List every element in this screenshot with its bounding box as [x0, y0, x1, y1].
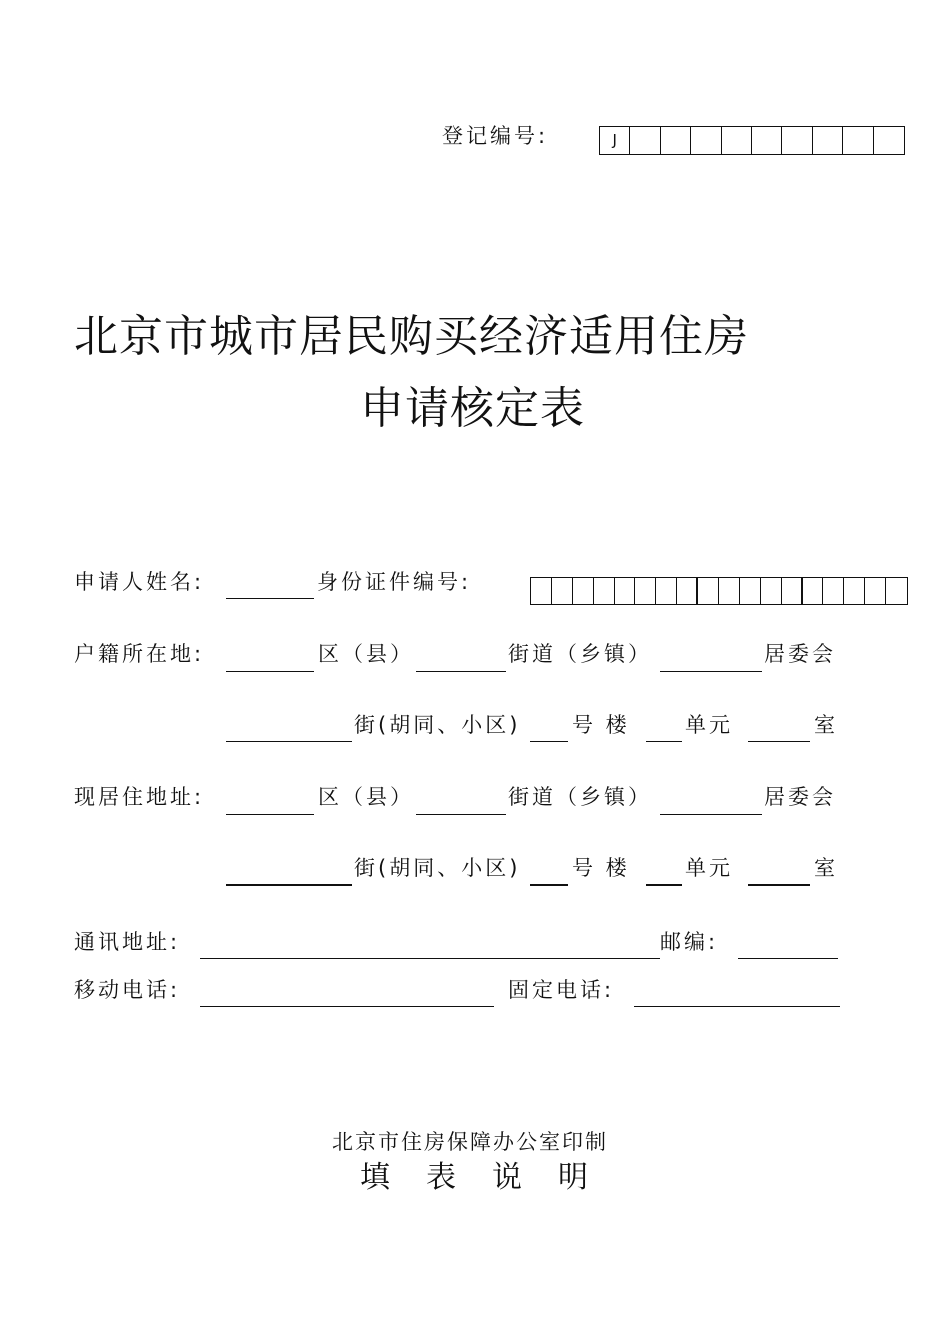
residence-number-field[interactable] [530, 884, 568, 886]
household-district-label: 区（县） [318, 642, 414, 666]
applicant-name-field[interactable] [226, 598, 314, 599]
household-number-label: 号 楼 [572, 713, 630, 737]
residence-committee-field[interactable] [660, 814, 762, 815]
registration-label: 登记编号: [442, 124, 549, 148]
id-number-label: 身份证件编号: [317, 570, 472, 594]
mobile-phone-label: 移动电话: [74, 978, 181, 1002]
residence-district-label: 区（县） [318, 785, 414, 809]
id-number-box[interactable] [865, 578, 886, 604]
residence-street-label: 街(胡同、小区) [354, 856, 521, 880]
id-number-box[interactable] [698, 578, 719, 604]
residence-unit-field[interactable] [646, 884, 682, 886]
household-street-office-label: 街道（乡镇） [508, 642, 652, 666]
residence-room-field[interactable] [748, 884, 810, 886]
household-number-field[interactable] [530, 741, 568, 742]
residence-street-office-field[interactable] [416, 814, 506, 815]
registration-number-box[interactable] [782, 127, 812, 154]
id-number-box[interactable] [844, 578, 865, 604]
registration-number-box[interactable] [722, 127, 752, 154]
id-number-box[interactable] [615, 578, 636, 604]
applicant-name-label: 申请人姓名: [74, 570, 205, 594]
id-number-box[interactable] [656, 578, 677, 604]
id-number-box[interactable] [677, 578, 698, 604]
contact-address-label: 通讯地址: [74, 930, 181, 954]
household-street-label: 街(胡同、小区) [354, 713, 521, 737]
postcode-label: 邮编: [660, 930, 719, 954]
landline-phone-label: 固定电话: [508, 978, 615, 1002]
registration-number-box[interactable] [843, 127, 873, 154]
id-number-box[interactable] [635, 578, 656, 604]
residence-label: 现居住地址: [74, 785, 205, 809]
household-unit-label: 单元 [685, 713, 733, 737]
mobile-phone-field[interactable] [200, 1006, 494, 1007]
household-district-field[interactable] [226, 671, 314, 672]
household-room-label: 室 [814, 713, 838, 737]
id-number-box[interactable] [761, 578, 782, 604]
contact-address-field[interactable] [200, 958, 660, 959]
form-title-line2: 申请核定表 [360, 383, 585, 434]
id-number-box[interactable] [719, 578, 740, 604]
fill-instructions-heading: 填表说明 [360, 1160, 624, 1195]
residence-unit-label: 单元 [685, 856, 733, 880]
household-label: 户籍所在地: [74, 642, 205, 666]
id-number-box[interactable] [823, 578, 844, 604]
household-committee-field[interactable] [660, 671, 762, 672]
form-title-line1: 北京市城市居民购买经济适用住房 [74, 311, 749, 362]
registration-number-boxes[interactable] [599, 126, 905, 155]
household-unit-field[interactable] [646, 741, 682, 742]
residence-number-label: 号 楼 [572, 856, 630, 880]
id-number-box[interactable] [782, 578, 803, 604]
household-street-office-field[interactable] [416, 671, 506, 672]
id-number-box[interactable] [740, 578, 761, 604]
postcode-field[interactable] [738, 958, 838, 959]
residence-district-field[interactable] [226, 814, 314, 815]
residence-street-office-label: 街道（乡镇） [508, 785, 652, 809]
id-number-box[interactable] [531, 578, 552, 604]
registration-number-box[interactable] [630, 127, 660, 154]
registration-number-box[interactable] [813, 127, 843, 154]
registration-number-box[interactable] [661, 127, 691, 154]
registration-number-box[interactable] [874, 127, 904, 154]
registration-number-box[interactable] [752, 127, 782, 154]
residence-street-field[interactable] [226, 884, 352, 886]
household-street-field[interactable] [226, 741, 352, 742]
residence-committee-label: 居委会 [764, 785, 836, 809]
registration-number-box[interactable] [691, 127, 721, 154]
id-number-box[interactable] [552, 578, 573, 604]
household-room-field[interactable] [748, 741, 810, 742]
id-number-box[interactable] [594, 578, 615, 604]
id-number-box[interactable] [573, 578, 594, 604]
residence-room-label: 室 [814, 856, 838, 880]
id-number-boxes[interactable] [530, 577, 908, 605]
id-number-box[interactable] [803, 578, 824, 604]
landline-phone-field[interactable] [634, 1006, 840, 1007]
household-committee-label: 居委会 [764, 642, 836, 666]
printer-note: 北京市住房保障办公室印制 [332, 1130, 608, 1154]
id-number-box[interactable] [886, 578, 907, 604]
registration-number-box[interactable]: J [600, 127, 630, 154]
